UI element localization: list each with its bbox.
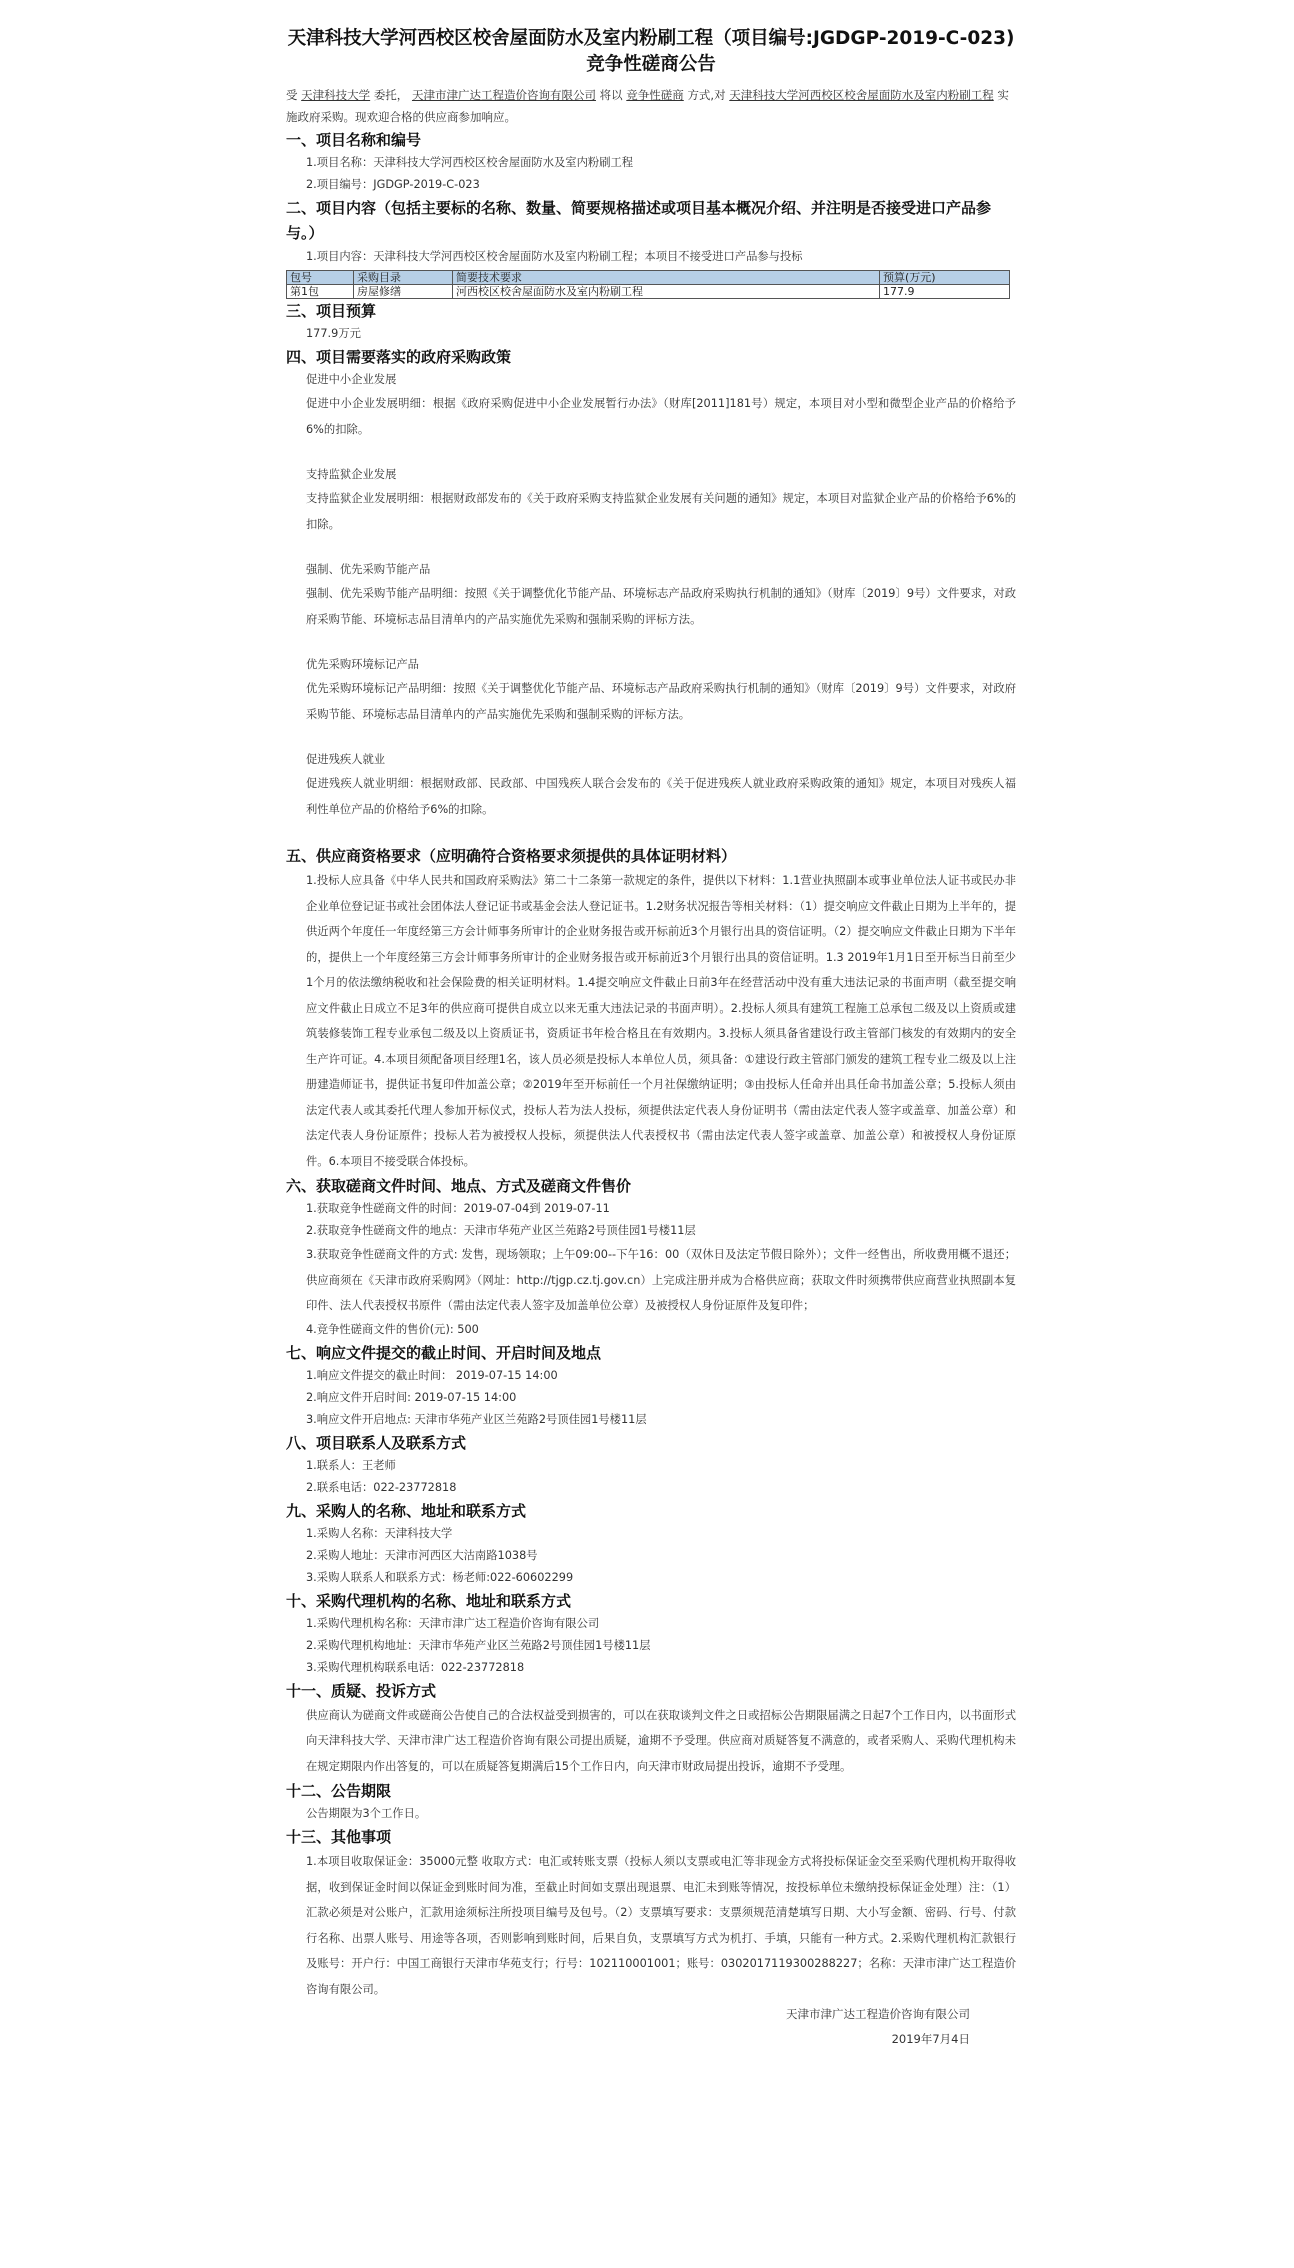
section-heading: 八、项目联系人及联系方式 [286,1433,467,1452]
intro-text: 委托， [373,88,409,102]
section-line: 177.9万元 [306,327,361,340]
section-line: 2.采购人地址：天津市河西区大沽南路1038号 [306,1548,538,1562]
table-cell: 177.9 [880,285,1010,299]
section-line: 1.联系人：王老师 [306,1458,396,1472]
section-heading: 六、获取磋商文件时间、地点、方式及磋商文件售价 [286,1177,632,1195]
policy-text: 支持监狱企业发展明细：根据财政部发布的《关于政府采购支持监狱企业发展有关问题的通知》规定，本项目对监狱企业产品的价格给予6%的扣除。 [306,492,1016,531]
table-header-cell: 包号 [287,271,354,285]
section-line: 2.项目编号：JGDGP-2019-C-023 [306,178,480,191]
qualification-text: 1.投标人应具备《中华人民共和国政府采购法》第二十二条第一款规定的条件，提供以下材料：1.1营业执照副本或事业单位法人证书或民办非企业单位登记证书或社会团体法人登记证书或基金会法人登记证书。1.2财务状况报告等相关材料：（1）提交响应文件截止日期为上半年的，提供近两个年度任一年度经第三方会计师事务所审计的企业财务报告或开标前近3个月银行出具的资信证明。（2）提交响应文件截止日期为下半年的，提供上一个年度经第三方会计师事务所审计的企业财务报告或开标前近3个月银行出具的资信证明。1.3 2019年1月1日至开标当日前至少1个月的依法缴纳税收和社会保险费的相关证明材料。1.4提交响应文件截止日前3年在经营活动中没有重大违法记录的书面声明（截至提交响应文件截止日成立不足3年的供应商可提供自成立以来无重大违法记录的书面声明）。2.投标人须具有建筑工程施工总承包二级及以上资质或建筑装修装饰工程专业承包二级及以上资质证书，资质证书年检合格且在有效期内。3.投标人须具备省建设行政主管部门核发的有效期内的安全生产许可证。4.本项目须配备项目经理1名，该人员必须是投标人本单位人员，须具备：①建设行政主管部门颁发的建筑工程专业二级及以上注册建造师证书，提供证书复印件加盖公章；②2019年至开标前任一个月社保缴纳证明；③由投标人任命并出具任命书加盖公章；5.投标人须由法定代表人或其委托代理人参加开标仪式，投标人若为法人投标，须提供法定代表人身份证明书（需由法定代表人签字或盖章、加盖公章）和法定代表人身份证原件；投标人若为被授权人投标，须提供法人代表授权书（需由法定代表人签字或盖章、加盖公章）和被授权人身份证原件。6.本项目不接受联合体投标。 [306,874,1016,1168]
section-heading: 七、响应文件提交的截止时间、开启时间及地点 [286,1343,602,1362]
policy-text: 优先采购环境标记产品明细：按照《关于调整优化节能产品、环境标志产品政府采购执行机制的通知》（财库〔2019〕9号）文件要求，对政府采购节能、环境标志品目清单内的产品实施优先采购和强制采购的评标方法。 [306,682,1016,721]
agency-link: 天津市津广达工程造价咨询有限公司 [411,88,596,102]
section-line: 3.采购代理机构联系电话：022-23772818 [306,1660,525,1674]
table-header-cell: 预算(万元) [880,271,1010,285]
intro-text: 方式,对 [687,88,726,102]
section-line: 1.响应文件提交的截止时间： 2019-07-15 14:00 [306,1368,558,1382]
other-matters-text: 1.本项目收取保证金：35000元整 收取方式：电汇或转账支票（投标人须以支票或电汇等非现金方式将投标保证金交至采购代理机构开取得收据，收到保证金时间以保证金到账时间为准，至截止时间如支票出现退票、电汇未到账等情况，按投标单位未缴纳投标保证金处理）注：（1）汇款必须是对公账户，汇款用途须标注所投项目编号及包号。（2）支票填写要求：支票须规范清楚填写日期、大小写金额、密码、行号、付款行名称、出票人账号、用途等各项，否则影响到账时间，后果自负，支票填写方式为机打、手填，只能有一种方式。2.采购代理机构汇款银行及账号：开户行：中国工商银行天津市华苑支行；行号：102110001001；账号：0302017119300288227；名称：天津市津广达工程造价咨询有限公司。 [306,1855,1016,1996]
table-cell: 第1包 [287,285,354,299]
section-line: 1.采购人名称：天津科技大学 [306,1526,453,1540]
section-line: 1.采购代理机构名称：天津市津广达工程造价咨询有限公司 [306,1616,600,1630]
section-line: 2.获取竞争性磋商文件的地点：天津市华苑产业区兰苑路2号顶佳园1号楼11层 [306,1224,696,1237]
section-heading: 一、项目名称和编号 [286,131,422,149]
section-line: 公告期限为3个工作日。 [306,1807,427,1820]
section-heading: 十一、质疑、投诉方式 [286,1681,437,1700]
announcement-page [286,26,1016,2052]
section-heading: 十三、其他事项 [286,1828,392,1846]
section-line: 3.采购人联系人和联系方式：杨老师:022-60602299 [306,1570,574,1584]
section-line: 1.项目内容：天津科技大学河西校区校舍屋面防水及室内粉刷工程；本项目不接受进口产品参与投标 [306,250,803,263]
policy-text: 促进中小企业发展明细：根据《政府采购促进中小企业发展暂行办法》（财库[2011]181号）规定，本项目对小型和微型企业产品的价格给予6%的扣除。 [306,397,1016,436]
table-header-cell: 采购目录 [354,271,453,285]
section-heading: 二、项目内容（包括主要标的名称、数量、简要规格描述或项目基本概况介绍、并注明是否接受进口产品参与。） [286,199,992,242]
section-line: 1.项目名称：天津科技大学河西校区校舍屋面防水及室内粉刷工程 [306,156,634,169]
section-heading: 三、项目预算 [286,302,377,320]
table-header-cell: 简要技术要求 [453,271,880,285]
table-cell: 房屋修缮 [354,285,453,299]
section-block: 3.获取竞争性磋商文件的方式: 发售，现场领取；上午09:00--下午16：00（双休日及法定节假日除外）；文件一经售出，所收费用概不退还；供应商须在《天津市政府采购网》（网址：http://tjgp.cz.tj.gov.cn）上完成注册并成为合格供应商；获取文件时须携带供应商营业执照副本复印件、法人代表授权书原件（需由法定代表人签字及加盖单位公章）及被授权人身份证原件及复印件； [306,1248,1016,1312]
complaint-text: 供应商认为磋商文件或磋商公告使自己的合法权益受到损害的，可以在获取谈判文件之日或招标公告期限届满之日起7个工作日内，以书面形式向天津科技大学、天津市津广达工程造价咨询有限公司提出质疑，逾期不予受理。供应商对质疑答复不满意的，或者采购人、采购代理机构未在规定期限内作出答复的，可以在质疑答复期满后15个工作日内，向天津市财政局提出投诉，逾期不予受理。 [306,1708,1016,1773]
footer-date: 2019年7月4日 [891,2032,970,2046]
policy-text: 强制、优先采购节能产品明细：按照《关于调整优化节能产品、环境标志产品政府采购执行机制的通知》（财库〔2019〕9号）文件要求，对政府采购节能、环境标志品目清单内的产品实施优先采购和强制采购的评标方法。 [306,587,1016,626]
policy-title: 促进中小企业发展 [306,373,397,386]
intro-text: 实施政府采购。现欢迎合格的供应商参加响应。 [286,88,1009,124]
table-cell: 河西校区校舍屋面防水及室内粉刷工程 [453,285,880,299]
section-heading: 十二、公告期限 [286,1782,392,1800]
section-heading: 五、供应商资格要求（应明确符合资格要求须提供的具体证明材料） [286,847,737,865]
project-link: 天津科技大学河西校区校舍屋面防水及室内粉刷工程 [729,88,994,102]
policy-title: 支持监狱企业发展 [306,468,397,481]
footer-org: 天津市津广达工程造价咨询有限公司 [786,2007,970,2021]
section-heading: 四、项目需要落实的政府采购政策 [286,348,512,366]
section-line: 3.响应文件开启地点: 天津市华苑产业区兰苑路2号顶佳园1号楼11层 [306,1412,647,1426]
section-line: 2.响应文件开启时间: 2019-07-15 14:00 [306,1390,517,1404]
intro-text: 将以 [599,88,623,102]
section-heading: 九、采购人的名称、地址和联系方式 [286,1501,527,1520]
intro-paragraph [286,84,1016,128]
table-header-row [287,271,1010,285]
policy-title: 优先采购环境标记产品 [306,658,419,671]
section-line: 1.获取竞争性磋商文件的时间：2019-07-04到 2019-07-11 [306,1202,610,1215]
section-line: 4.竞争性磋商文件的售价(元): 500 [306,1322,479,1336]
policy-title: 促进残疾人就业 [306,753,386,766]
policy-title: 强制、优先采购节能产品 [306,563,431,576]
method-link: 竞争性磋商 [626,88,684,102]
purchaser-link: 天津科技大学 [301,88,371,102]
section-line: 2.联系电话：022-23772818 [306,1480,457,1494]
policy-text: 促进残疾人就业明细：根据财政部、民政部、中国残疾人联合会发布的《关于促进残疾人就业政府采购政策的通知》规定，本项目对残疾人福利性单位产品的价格给予6%的扣除。 [306,777,1016,816]
page-title: 天津科技大学河西校区校舍屋面防水及室内粉刷工程（项目编号:JGDGP-2019-C-023)竞争性磋商公告 [287,28,1015,75]
section-line: 2.采购代理机构地址：天津市华苑产业区兰苑路2号顶佳园1号楼11层 [306,1638,651,1652]
section-heading: 十、采购代理机构的名称、地址和联系方式 [286,1591,572,1610]
intro-text: 受 [286,88,298,102]
table-row [287,285,1010,299]
package-table [286,270,1010,299]
